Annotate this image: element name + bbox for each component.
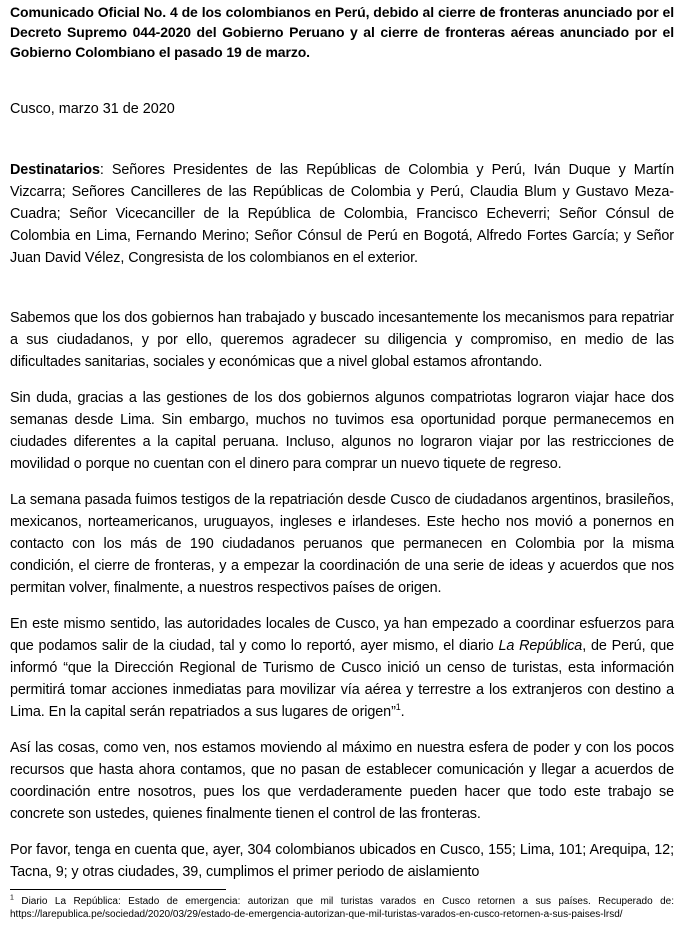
footnote-separator	[10, 889, 226, 890]
newspaper-name: La República	[498, 638, 583, 654]
paragraph-5: Así las cosas, como ven, nos estamos moviendo al máximo en nuestra esfera de poder y con los pocos recursos que hasta ahora contamos, que no pasan de establecer comunicación y llegar a acuerdos de coordinación entre nosotros, pues los que verdaderamente pueden hacer que todo este trabajo se concrete son ustedes, quienes finalmente tienen el control de las fronteras.	[10, 740, 674, 822]
paragraph-1: Sabemos que los dos gobiernos han trabajado y buscado incesantemente los mecanismos para repatriar a sus ciudadanos, y por ello, queremos agradecer su diligencia y compromiso, en medio de las dificultades sanitarias, sociales y económicas que a nivel global estamos afrontando.	[10, 310, 674, 370]
footnote	[10, 895, 674, 921]
footnote-reference: 1	[395, 702, 401, 713]
paragraph-2: Sin duda, gracias a las gestiones de los dos gobiernos algunos compatriotas lograron viajar hace dos semanas desde Lima. Sin embargo, muchos no tuvimos esa oportunidad porque permanecemos en ciudades diferentes a la capital peruana. Incluso, algunos no lograron viajar por las restricciones de movilidad o porque no cuentan con el dinero para comprar un nuevo tiquete de regreso.	[10, 390, 674, 472]
recipients-label: Destinatarios	[10, 162, 100, 178]
paragraph-4-text-c: .	[400, 704, 405, 720]
document-title: Comunicado Oficial No. 4 de los colombianos en Perú, debido al cierre de fronteras anunciado por el Decreto Supremo 044-2020 del Gobierno Peruano y al cierre de fronteras aéreas anunciado por el Gobierno Colombiano el pasado 19 de marzo.	[10, 4, 674, 60]
document-date: Cusco, marzo 31 de 2020	[10, 101, 175, 117]
recipients-text: : Señores Presidentes de las Repúblicas de Colombia y Perú, Iván Duque y Martín Vizcarra; Señores Cancilleres de las Repúblicas de Colombia y Perú, Claudia Blum y Gustavo Meza-Cuadra; Señor Vicecanciller de la República de Colombia, Francisco Echeverri; Señor Cónsul de Colombia en Lima, Fernando Merino; Señor Cónsul de Perú en Bogotá, Alfredo Fortes García; y Señor Juan David Vélez, Congresista de los colombianos en el exterior.	[10, 162, 674, 266]
footnote-text: Diario La República: Estado de emergencia: autorizan que mil turistas varados en Cusco retornen a sus países. Recuperado de: https://larepublica.pe/sociedad/2020/03/29/estado-de-emergencia-autorizan-que-mil-turistas-varados-en-cusco-retornen-a-sus-paises-lrsd/	[10, 896, 674, 920]
paragraph-4	[10, 613, 674, 723]
paragraph-4-text-a: En este mismo sentido, las autoridades locales de Cusco, ya han empezado a coordinar esfuerzos para que podamos salir de la ciudad, tal y como lo reportó, ayer mismo, el diario	[10, 616, 674, 654]
paragraph-6: Por favor, tenga en cuenta que, ayer, 304 colombianos ubicados en Cusco, 155; Lima, 101; Arequipa, 12; Tacna, 9; y otras ciudades, 39, cumplimos el primer periodo de aislamiento	[10, 842, 674, 880]
paragraph-4-text-b: , de Perú, que informó “que la Dirección Regional de Turismo de Cusco inició un censo de turistas, esta información permitirá tomar acciones inmediatas para movilizar vía aérea y terrestre a los extranjeros con destino a Lima. En la capital serán repatriados a sus lugares de origen”	[10, 638, 674, 720]
footnote-mark: 1	[10, 894, 14, 902]
paragraph-3: La semana pasada fuimos testigos de la repatriación desde Cusco de ciudadanos argentinos, brasileños, mexicanos, norteamericanos, uruguayos, ingleses e irlandeses. Este hecho nos movió a ponernos en contacto con los más de 190 ciudadanos peruanos que permanecen en Colombia por la misma condición, el cierre de fronteras, y a empezar la coordinación de una serie de ideas y acuerdos que nos permitan volver, finalmente, a nuestros respectivos países de origen.	[10, 492, 674, 596]
document-page	[10, 0, 674, 883]
recipients-paragraph	[10, 159, 674, 269]
